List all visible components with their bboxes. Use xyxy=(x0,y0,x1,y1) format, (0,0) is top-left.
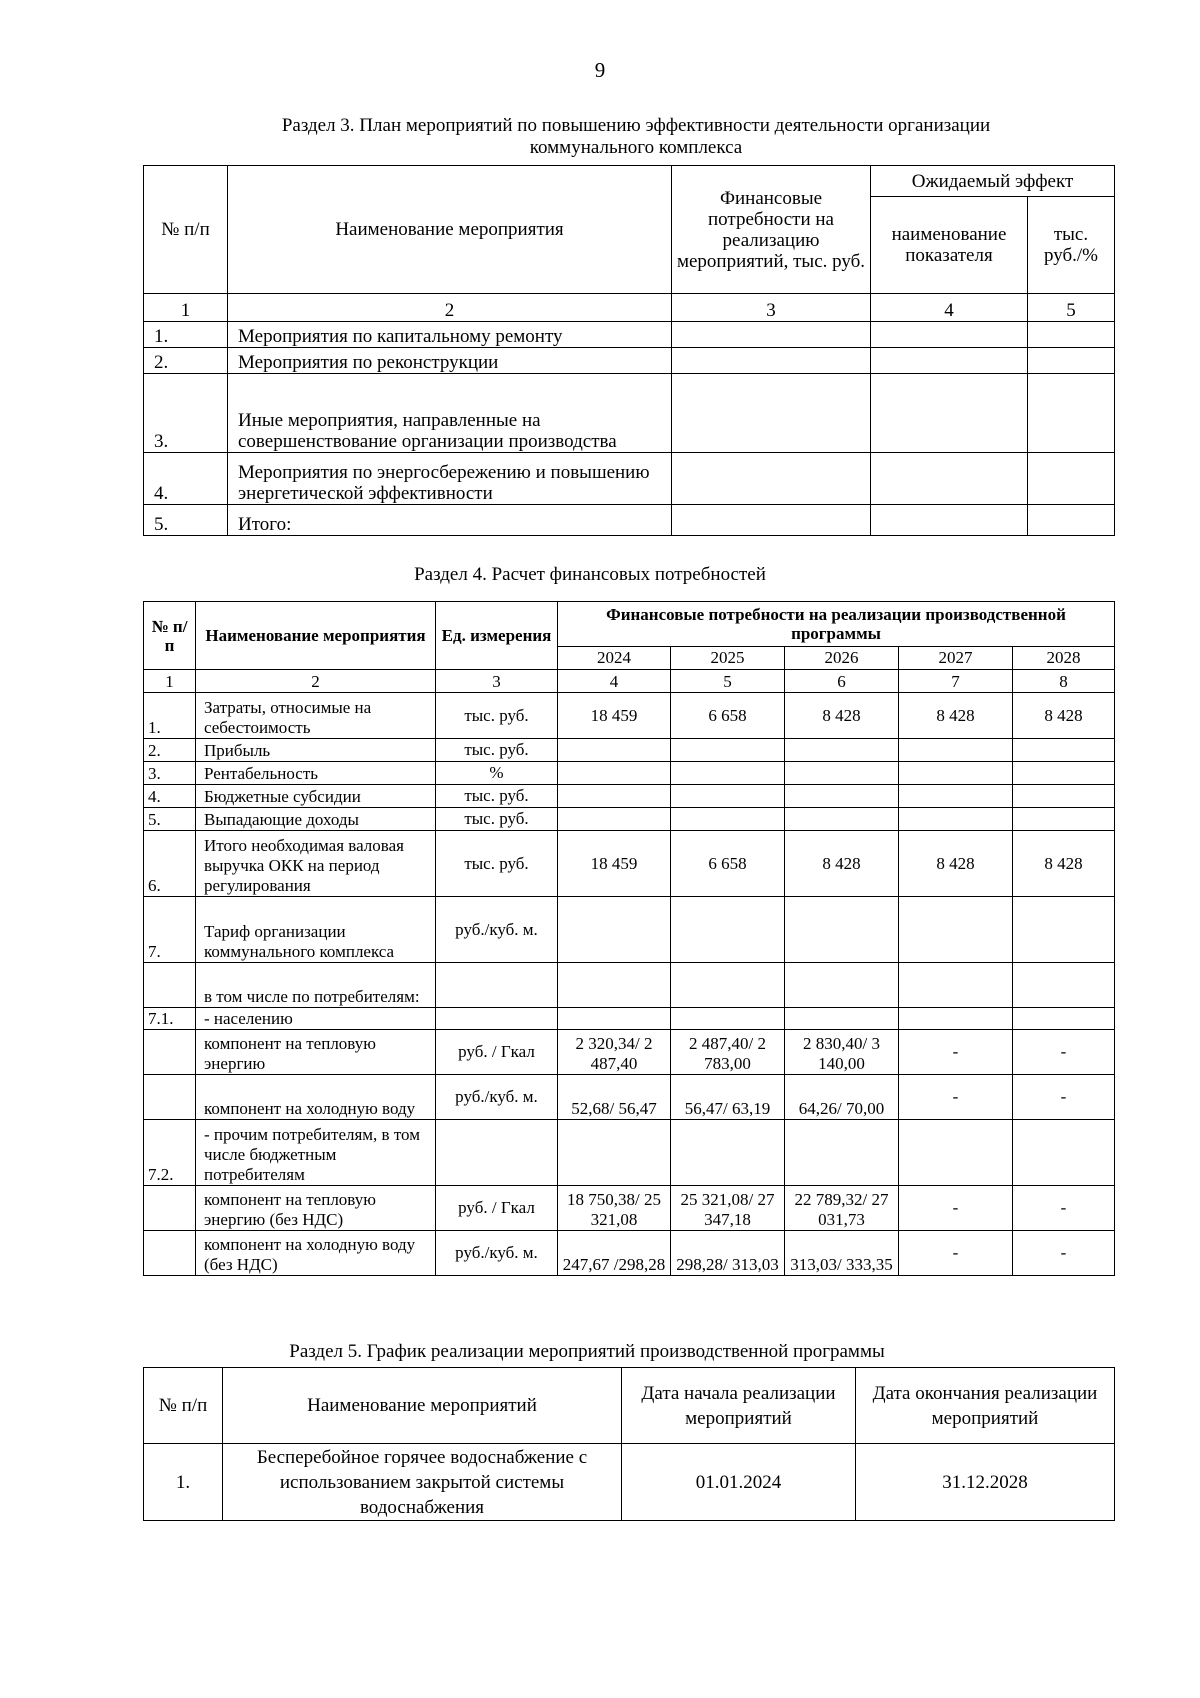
table-row xyxy=(144,762,1115,785)
row-value xyxy=(558,1120,671,1186)
row-value: 2 487,40/ 2 783,00 xyxy=(671,1030,785,1075)
table-row xyxy=(144,348,1115,374)
table-row xyxy=(144,322,1115,348)
row-value xyxy=(785,1120,899,1186)
row-unit: тыс. руб. xyxy=(436,831,558,897)
row-value xyxy=(1028,348,1115,374)
header-value: тыс. руб./% xyxy=(1028,197,1115,294)
header-effect: Ожидаемый эффект xyxy=(871,166,1115,197)
table-row xyxy=(144,808,1115,831)
header-finance: Финансовые потребности на реализацию мероприятий, тыс. руб. xyxy=(672,166,871,294)
col-number: 5 xyxy=(671,670,785,693)
row-name: Тариф организации коммунального комплекса xyxy=(196,897,436,963)
row-start: 01.01.2024 xyxy=(622,1444,856,1521)
row-num xyxy=(144,1030,196,1075)
row-name: Затраты, относимые на себестоимость xyxy=(196,693,436,739)
row-finance xyxy=(672,348,871,374)
section3-title-line1: Раздел 3. План мероприятий по повышению эффективности деятельности организации xyxy=(281,115,991,136)
row-value xyxy=(785,785,899,808)
row-value xyxy=(899,1120,1013,1186)
row-name: в том числе по потребителям: xyxy=(196,963,436,1008)
row-unit: тыс. руб. xyxy=(436,785,558,808)
row-value xyxy=(1028,453,1115,505)
row-value xyxy=(785,739,899,762)
row-num: 2. xyxy=(144,739,196,762)
row-name: Бюджетные субсидии xyxy=(196,785,436,808)
header-name: Наименование мероприятия xyxy=(196,602,436,670)
row-value xyxy=(558,808,671,831)
row-value xyxy=(785,963,899,1008)
header-name: Наименование мероприятий xyxy=(223,1368,622,1444)
row-value xyxy=(899,739,1013,762)
table-row xyxy=(144,453,1115,505)
header-name: Наименование мероприятия xyxy=(228,166,672,294)
row-unit xyxy=(436,1008,558,1030)
row-num xyxy=(144,963,196,1008)
row-value xyxy=(671,785,785,808)
row-num: 3. xyxy=(144,762,196,785)
col-number: 7 xyxy=(899,670,1013,693)
header-start: Дата начала реализации мероприятий xyxy=(622,1368,856,1444)
row-value xyxy=(558,785,671,808)
header-num: № п/п xyxy=(144,1368,223,1444)
row-num: 1. xyxy=(144,693,196,739)
row-value: 8 428 xyxy=(1013,693,1115,739)
row-unit: тыс. руб. xyxy=(436,808,558,831)
page-number: 9 xyxy=(594,58,606,82)
table-row xyxy=(144,963,1115,1008)
row-name: Мероприятия по энергосбережению и повышению энергетической эффективности xyxy=(228,453,672,505)
header-unit: Ед. измерения xyxy=(436,602,558,670)
row-value: 8 428 xyxy=(785,831,899,897)
row-value xyxy=(899,963,1013,1008)
row-name: Выпадающие доходы xyxy=(196,808,436,831)
row-value: - xyxy=(899,1186,1013,1231)
row-value: - xyxy=(1013,1231,1115,1276)
row-value xyxy=(1028,505,1115,536)
row-value: 6 658 xyxy=(671,831,785,897)
row-value xyxy=(1013,739,1115,762)
section3-title-line2: коммунального комплекса xyxy=(529,137,743,158)
table-row xyxy=(144,1120,1115,1186)
row-value xyxy=(785,897,899,963)
header-num: № п/п xyxy=(144,602,196,670)
row-value xyxy=(1013,897,1115,963)
row-value xyxy=(785,762,899,785)
header-year: 2028 xyxy=(1013,647,1115,670)
row-value xyxy=(1013,1120,1115,1186)
row-value xyxy=(785,808,899,831)
row-value: 18 750,38/ 25 321,08 xyxy=(558,1186,671,1231)
row-value: 313,03/ 333,35 xyxy=(785,1231,899,1276)
row-num: 4. xyxy=(144,453,228,505)
row-indicator xyxy=(871,322,1028,348)
col-number: 4 xyxy=(558,670,671,693)
table-row xyxy=(144,1030,1115,1075)
table-row xyxy=(144,1075,1115,1120)
row-num: 7.1. xyxy=(144,1008,196,1030)
row-name: компонент на тепловую энергию (без НДС) xyxy=(196,1186,436,1231)
row-num: 1. xyxy=(144,1444,223,1521)
row-num: 7.2. xyxy=(144,1120,196,1186)
header-year: 2025 xyxy=(671,647,785,670)
table-row xyxy=(144,739,1115,762)
table-row xyxy=(144,897,1115,963)
row-num: 2. xyxy=(144,348,228,374)
table-row xyxy=(144,1444,1115,1521)
row-value: 52,68/ 56,47 xyxy=(558,1075,671,1120)
row-value: 8 428 xyxy=(899,831,1013,897)
row-value xyxy=(671,1120,785,1186)
col-number: 2 xyxy=(196,670,436,693)
row-name: Итого: xyxy=(228,505,672,536)
row-value xyxy=(785,1008,899,1030)
row-value: - xyxy=(899,1030,1013,1075)
row-unit: тыс. руб. xyxy=(436,693,558,739)
col-number: 1 xyxy=(144,670,196,693)
header-year: 2027 xyxy=(899,647,1013,670)
row-name: Итого необходимая валовая выручка ОКК на период регулирования xyxy=(196,831,436,897)
col-number: 3 xyxy=(672,294,871,322)
row-value xyxy=(558,963,671,1008)
row-indicator xyxy=(871,374,1028,453)
row-value xyxy=(671,739,785,762)
table-row xyxy=(144,1231,1115,1276)
row-finance xyxy=(672,453,871,505)
row-name: Мероприятия по реконструкции xyxy=(228,348,672,374)
row-value xyxy=(1013,1008,1115,1030)
row-value: - xyxy=(1013,1075,1115,1120)
row-name: Мероприятия по капитальному ремонту xyxy=(228,322,672,348)
row-name: - населению xyxy=(196,1008,436,1030)
col-number: 3 xyxy=(436,670,558,693)
row-value: 56,47/ 63,19 xyxy=(671,1075,785,1120)
row-name: Рентабельность xyxy=(196,762,436,785)
row-num: 6. xyxy=(144,831,196,897)
row-value: 8 428 xyxy=(899,693,1013,739)
row-value xyxy=(671,1008,785,1030)
section5-table xyxy=(143,1367,1115,1521)
section3-title xyxy=(0,115,1200,159)
row-unit xyxy=(436,1120,558,1186)
row-value xyxy=(899,1008,1013,1030)
row-finance xyxy=(672,505,871,536)
row-value xyxy=(1028,374,1115,453)
row-indicator xyxy=(871,348,1028,374)
row-value xyxy=(558,739,671,762)
row-value: 22 789,32/ 27 031,73 xyxy=(785,1186,899,1231)
header-indicator: наименование показателя xyxy=(871,197,1028,294)
row-value: 25 321,08/ 27 347,18 xyxy=(671,1186,785,1231)
row-name: компонент на холодную воду (без НДС) xyxy=(196,1231,436,1276)
row-end: 31.12.2028 xyxy=(856,1444,1115,1521)
row-unit: тыс. руб. xyxy=(436,739,558,762)
row-num xyxy=(144,1186,196,1231)
row-finance xyxy=(672,322,871,348)
table-row xyxy=(144,785,1115,808)
row-value xyxy=(899,785,1013,808)
row-unit: руб./куб. м. xyxy=(436,1075,558,1120)
row-num: 5. xyxy=(144,808,196,831)
col-number: 4 xyxy=(871,294,1028,322)
row-value xyxy=(558,1008,671,1030)
header-year: 2026 xyxy=(785,647,899,670)
row-value xyxy=(1013,963,1115,1008)
row-value xyxy=(671,963,785,1008)
row-value: 2 830,40/ 3 140,00 xyxy=(785,1030,899,1075)
row-value: - xyxy=(1013,1186,1115,1231)
row-num xyxy=(144,1075,196,1120)
row-name: Иные мероприятия, направленные на совершенствование организации производства xyxy=(228,374,672,453)
header-end: Дата окончания реализации мероприятий xyxy=(856,1368,1115,1444)
table-row xyxy=(144,374,1115,453)
row-unit: руб. / Гкал xyxy=(436,1186,558,1231)
row-value xyxy=(1013,785,1115,808)
row-finance xyxy=(672,374,871,453)
section5-title: Раздел 5. График реализации мероприятий производственной программы xyxy=(289,1341,885,1362)
row-num: 4. xyxy=(144,785,196,808)
table-row xyxy=(144,693,1115,739)
table-row xyxy=(144,1186,1115,1231)
table-row xyxy=(144,505,1115,536)
section4-title: Раздел 4. Расчет финансовых потребностей xyxy=(414,564,766,585)
row-value xyxy=(899,808,1013,831)
row-value: - xyxy=(899,1075,1013,1120)
row-value: 8 428 xyxy=(785,693,899,739)
row-value xyxy=(899,762,1013,785)
row-value: 8 428 xyxy=(1013,831,1115,897)
col-number: 8 xyxy=(1013,670,1115,693)
row-name: компонент на холодную воду xyxy=(196,1075,436,1120)
row-unit xyxy=(436,963,558,1008)
header-group: Финансовые потребности на реализации производственной программы xyxy=(558,602,1115,647)
row-value xyxy=(1013,762,1115,785)
row-value xyxy=(1013,808,1115,831)
row-unit: % xyxy=(436,762,558,785)
row-value: 247,67 /298,28 xyxy=(558,1231,671,1276)
row-value xyxy=(899,897,1013,963)
table-row xyxy=(144,831,1115,897)
row-num: 1. xyxy=(144,322,228,348)
row-value: 298,28/ 313,03 xyxy=(671,1231,785,1276)
row-value: 6 658 xyxy=(671,693,785,739)
row-value: - xyxy=(1013,1030,1115,1075)
row-value xyxy=(671,897,785,963)
row-name: - прочим потребителям, в том числе бюджетным потребителям xyxy=(196,1120,436,1186)
row-unit: руб./куб. м. xyxy=(436,897,558,963)
row-value xyxy=(558,897,671,963)
header-num: № п/п xyxy=(144,166,228,294)
row-name: Бесперебойное горячее водоснабжение с использованием закрытой системы водоснабжения xyxy=(223,1444,622,1521)
col-number: 6 xyxy=(785,670,899,693)
row-value xyxy=(671,808,785,831)
row-indicator xyxy=(871,453,1028,505)
row-value xyxy=(1028,322,1115,348)
header-year: 2024 xyxy=(558,647,671,670)
section4-table xyxy=(143,601,1115,1276)
col-number: 5 xyxy=(1028,294,1115,322)
row-value: 18 459 xyxy=(558,831,671,897)
row-unit: руб. / Гкал xyxy=(436,1030,558,1075)
row-num: 3. xyxy=(144,374,228,453)
row-value: - xyxy=(899,1231,1013,1276)
row-value xyxy=(671,762,785,785)
row-name: Прибыль xyxy=(196,739,436,762)
row-name: компонент на тепловую энергию xyxy=(196,1030,436,1075)
row-num xyxy=(144,1231,196,1276)
row-value: 2 320,34/ 2 487,40 xyxy=(558,1030,671,1075)
row-unit: руб./куб. м. xyxy=(436,1231,558,1276)
col-number: 1 xyxy=(144,294,228,322)
row-num: 5. xyxy=(144,505,228,536)
col-number: 2 xyxy=(228,294,672,322)
row-value xyxy=(558,762,671,785)
row-value: 18 459 xyxy=(558,693,671,739)
table-row xyxy=(144,1008,1115,1030)
row-indicator xyxy=(871,505,1028,536)
section3-table xyxy=(143,165,1115,536)
row-value: 64,26/ 70,00 xyxy=(785,1075,899,1120)
row-num: 7. xyxy=(144,897,196,963)
